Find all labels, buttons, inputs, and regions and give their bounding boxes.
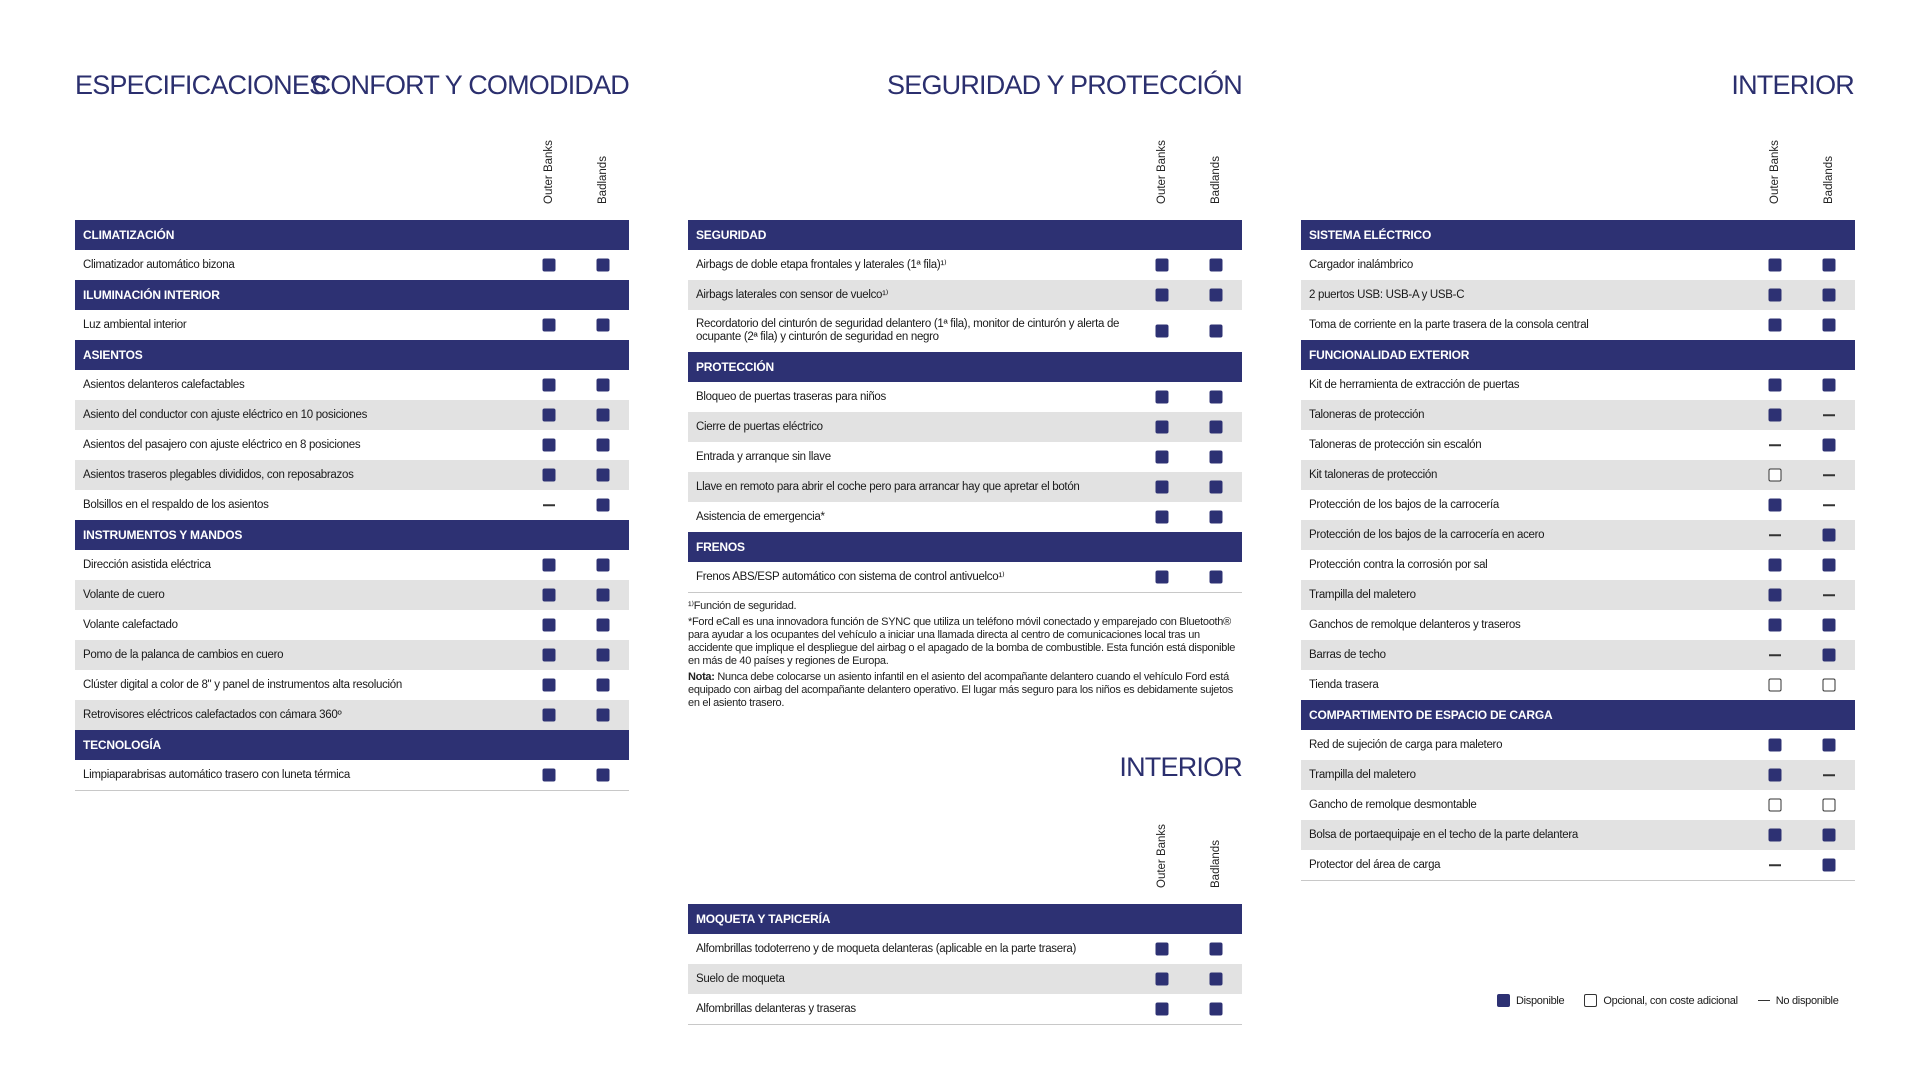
- feature-label: Bloqueo de puertas traseras para niños: [696, 390, 886, 403]
- table-row: [75, 370, 629, 400]
- column-header-outer-banks: [1768, 140, 1782, 216]
- table-row: [1301, 250, 1855, 280]
- feature-label: Protección contra la corrosión por sal: [1309, 558, 1488, 571]
- table-row: [1301, 520, 1855, 550]
- table-row: [688, 382, 1242, 412]
- section-header: FRENOS: [688, 532, 1242, 562]
- feature-label: Asientos del pasajero con ajuste eléctrico en 8 posiciones: [83, 438, 361, 451]
- table-row: [75, 430, 629, 460]
- feature-label: Asientos traseros plegables divididos, con reposabrazos: [83, 468, 354, 481]
- feature-label: Kit taloneras de protección: [1309, 468, 1438, 481]
- available-square-icon: [543, 679, 556, 692]
- available-square-icon: [597, 439, 610, 452]
- footnote-security: ¹⁾Función de seguridad.: [688, 600, 797, 612]
- unavailable-dash-icon: [1769, 654, 1781, 656]
- available-square-icon: [1769, 289, 1782, 302]
- available-square-icon: [597, 709, 610, 722]
- column-header-label: Outer Banks: [543, 140, 555, 204]
- available-square-icon: [1823, 649, 1836, 662]
- optional-outline-square-icon: [1823, 679, 1836, 692]
- unavailable-dash-icon: [1769, 864, 1781, 866]
- footnote-nota: [688, 671, 1242, 710]
- column-headers: [1301, 140, 1855, 220]
- column-header-label: Badlands: [1210, 156, 1222, 204]
- available-square-icon: [543, 259, 556, 272]
- feature-label: 2 puertos USB: USB-A y USB-C: [1309, 288, 1465, 301]
- column-header-badlands: [596, 156, 610, 216]
- table-row: [1301, 400, 1855, 430]
- available-square-icon: [597, 259, 610, 272]
- legend-unavailable: [1758, 995, 1839, 1007]
- available-square-icon: [1156, 1003, 1169, 1016]
- column-header-label: Outer Banks: [1156, 824, 1168, 888]
- feature-label: Cargador inalámbrico: [1309, 258, 1413, 271]
- available-square-icon: [543, 769, 556, 782]
- available-square-icon: [543, 589, 556, 602]
- available-square-icon: [1210, 421, 1223, 434]
- footnotes: [688, 600, 1242, 713]
- available-square-icon: [1823, 319, 1836, 332]
- feature-label: Protector del área de carga: [1309, 858, 1441, 871]
- feature-label: Trampilla del maletero: [1309, 588, 1416, 601]
- available-square-icon: [597, 469, 610, 482]
- nota-text: Nunca debe colocarse un asiento infantil en el asiento del acompañante delantero cuando el vehículo Ford está equipado con airbag del acompañante delantero operativo. El lugar más seguro para los niños es debidamente sujetos en el asiento trasero.: [688, 671, 1233, 709]
- available-square-icon: [1156, 973, 1169, 986]
- feature-label: Toma de corriente en la parte trasera de la consola central: [1309, 318, 1589, 331]
- available-square-icon: [597, 379, 610, 392]
- available-square-icon: [1210, 481, 1223, 494]
- available-square-icon: [1210, 259, 1223, 272]
- available-square-icon: [597, 649, 610, 662]
- column-header-label: Badlands: [597, 156, 609, 204]
- section-header: ILUMINACIÓN INTERIOR: [75, 280, 629, 310]
- feature-label: Recordatorio del cinturón de seguridad delantero (1ª fila), monitor de cinturón y alerta de ocupante (2ª fila) y cinturón de seguridad en negro: [696, 318, 1120, 343]
- available-square-icon: [1210, 325, 1223, 338]
- feature-label: Tienda trasera: [1309, 678, 1379, 691]
- feature-label: Airbags laterales con sensor de vuelco¹⁾: [696, 288, 889, 301]
- column-headers: [75, 140, 629, 220]
- feature-label: Luz ambiental interior: [83, 318, 187, 331]
- available-square-icon: [543, 559, 556, 572]
- feature-label: Red de sujeción de carga para maletero: [1309, 738, 1503, 751]
- feature-label: Bolsillos en el respaldo de los asientos: [83, 498, 269, 511]
- unavailable-dash-icon: [1769, 444, 1781, 446]
- available-square-icon: [1769, 619, 1782, 632]
- column-header-outer-banks: [1155, 824, 1169, 900]
- unavailable-dash-icon: [1823, 414, 1835, 416]
- available-square-icon: [1156, 481, 1169, 494]
- table-bottom-divider: [688, 1024, 1242, 1025]
- feature-label: Volante calefactado: [83, 618, 178, 631]
- available-square-icon: [543, 319, 556, 332]
- column-header-label: Outer Banks: [1769, 140, 1781, 204]
- available-square-icon: [1156, 259, 1169, 272]
- available-square-icon: [1156, 289, 1169, 302]
- legend-optional: [1584, 994, 1737, 1007]
- available-square-icon: [1769, 739, 1782, 752]
- available-square-icon: [1823, 559, 1836, 572]
- section-header: CLIMATIZACIÓN: [75, 220, 629, 250]
- available-square-icon: [543, 469, 556, 482]
- available-square-icon: [1823, 829, 1836, 842]
- table-row: [1301, 640, 1855, 670]
- table-row: [1301, 280, 1855, 310]
- feature-label: Asientos delanteros calefactables: [83, 378, 245, 391]
- available-square-icon: [1823, 739, 1836, 752]
- available-square-icon: [597, 769, 610, 782]
- available-square-icon: [1823, 439, 1836, 452]
- feature-label: Barras de techo: [1309, 648, 1386, 661]
- heading-especificaciones: ESPECIFICACIONES: [75, 70, 327, 100]
- feature-label: Protección de los bajos de la carrocería en acero: [1309, 528, 1545, 541]
- available-square-icon: [1497, 994, 1510, 1007]
- feature-label: Alfombrillas delanteras y traseras: [696, 1002, 856, 1015]
- table-row: [75, 760, 629, 790]
- table-row: [1301, 670, 1855, 700]
- available-square-icon: [1156, 451, 1169, 464]
- feature-label: Alfombrillas todoterreno y de moqueta delanteras (aplicable en la parte trasera): [696, 942, 1077, 955]
- available-square-icon: [1210, 973, 1223, 986]
- table-row: [75, 310, 629, 340]
- table-row: [75, 460, 629, 490]
- nota-label: Nota:: [688, 671, 715, 683]
- available-square-icon: [1156, 511, 1169, 524]
- available-square-icon: [1823, 529, 1836, 542]
- heading-interior-mid: INTERIOR: [1119, 752, 1242, 782]
- table-row: [688, 442, 1242, 472]
- feature-label: Entrada y arranque sin llave: [696, 450, 831, 463]
- feature-label: Llave en remoto para abrir el coche pero para arrancar hay que apretar el botón: [696, 480, 1080, 493]
- legend-optional-label: Opcional, con coste adicional: [1603, 994, 1738, 1007]
- unavailable-dash-icon: [1823, 774, 1835, 776]
- available-square-icon: [1210, 391, 1223, 404]
- table-row: [75, 640, 629, 670]
- available-square-icon: [1769, 259, 1782, 272]
- column-header-badlands: [1822, 156, 1836, 216]
- available-square-icon: [1769, 589, 1782, 602]
- table-row: [75, 610, 629, 640]
- unavailable-dash-icon: [1823, 504, 1835, 506]
- table-row: [1301, 850, 1855, 880]
- available-square-icon: [1156, 325, 1169, 338]
- available-square-icon: [597, 619, 610, 632]
- table-row: [688, 310, 1242, 352]
- table-row: [688, 964, 1242, 994]
- optional-outline-square-icon: [1769, 679, 1782, 692]
- feature-label: Kit de herramienta de extracción de puertas: [1309, 378, 1520, 391]
- heading-seguridad: SEGURIDAD Y PROTECCIÓN: [887, 70, 1242, 100]
- table-row: [1301, 460, 1855, 490]
- column-header-outer-banks: [542, 140, 556, 216]
- table-seguridad: [688, 140, 1242, 593]
- legend-unavailable-label: No disponible: [1775, 994, 1839, 1007]
- table-interior-mid: [688, 824, 1242, 1025]
- column-header-badlands: [1209, 156, 1223, 216]
- available-square-icon: [1769, 319, 1782, 332]
- feature-label: Limpiaparabrisas automático trasero con luneta térmica: [83, 768, 350, 781]
- legend: [1497, 994, 1839, 1007]
- feature-label: Protección de los bajos de la carrocería: [1309, 498, 1499, 511]
- table-row: [688, 412, 1242, 442]
- feature-label: Taloneras de protección: [1309, 408, 1425, 421]
- table-row: [75, 700, 629, 730]
- available-square-icon: [597, 679, 610, 692]
- feature-label: Ganchos de remolque delanteros y traseros: [1309, 618, 1521, 631]
- available-square-icon: [1210, 943, 1223, 956]
- available-square-icon: [1156, 391, 1169, 404]
- available-square-icon: [1210, 511, 1223, 524]
- optional-outline-square-icon: [1823, 799, 1836, 812]
- table-row: [688, 994, 1242, 1024]
- available-square-icon: [543, 709, 556, 722]
- table-row: [688, 280, 1242, 310]
- feature-label: Asiento del conductor con ajuste eléctrico en 10 posiciones: [83, 408, 368, 421]
- unavailable-dash-icon: [1823, 474, 1835, 476]
- table-confort: [75, 140, 629, 791]
- section-header: PROTECCIÓN: [688, 352, 1242, 382]
- available-square-icon: [543, 409, 556, 422]
- available-square-icon: [543, 619, 556, 632]
- table-row: [1301, 820, 1855, 850]
- heading-interior-right: INTERIOR: [1731, 70, 1854, 100]
- available-square-icon: [597, 409, 610, 422]
- available-square-icon: [1823, 259, 1836, 272]
- available-square-icon: [597, 589, 610, 602]
- table-row: [1301, 580, 1855, 610]
- available-square-icon: [1823, 379, 1836, 392]
- table-bottom-divider: [1301, 880, 1855, 881]
- feature-label: Volante de cuero: [83, 588, 165, 601]
- feature-label: Trampilla del maletero: [1309, 768, 1416, 781]
- table-row: [75, 670, 629, 700]
- section-header: INSTRUMENTOS Y MANDOS: [75, 520, 629, 550]
- table-bottom-divider: [75, 790, 629, 791]
- table-row: [688, 562, 1242, 592]
- available-square-icon: [1156, 571, 1169, 584]
- feature-label: Dirección asistida eléctrica: [83, 558, 211, 571]
- section-header: FUNCIONALIDAD EXTERIOR: [1301, 340, 1855, 370]
- feature-label: Suelo de moqueta: [696, 972, 785, 985]
- column-headers: [688, 140, 1242, 220]
- available-square-icon: [1823, 619, 1836, 632]
- available-square-icon: [1823, 859, 1836, 872]
- column-header-label: Badlands: [1210, 840, 1222, 888]
- available-square-icon: [1769, 409, 1782, 422]
- available-square-icon: [1769, 769, 1782, 782]
- section-header: SISTEMA ELÉCTRICO: [1301, 220, 1855, 250]
- available-square-icon: [543, 379, 556, 392]
- feature-label: Retrovisores eléctricos calefactados con cámara 360º: [83, 708, 342, 721]
- available-square-icon: [1156, 421, 1169, 434]
- table-row: [1301, 430, 1855, 460]
- table-row: [75, 400, 629, 430]
- section-header: ASIENTOS: [75, 340, 629, 370]
- available-square-icon: [597, 499, 610, 512]
- unavailable-dash-icon: [1769, 534, 1781, 536]
- column-header-label: Outer Banks: [1156, 140, 1168, 204]
- legend-available: [1497, 994, 1564, 1007]
- unavailable-dash-icon: [1823, 594, 1835, 596]
- table-row: [1301, 370, 1855, 400]
- available-square-icon: [597, 559, 610, 572]
- section-header: TECNOLOGÍA: [75, 730, 629, 760]
- unavailable-dash-icon: [543, 504, 555, 506]
- available-square-icon: [1210, 1003, 1223, 1016]
- table-row: [75, 580, 629, 610]
- column-header-badlands: [1209, 840, 1223, 900]
- table-interior-right: [1301, 140, 1855, 881]
- feature-label: Climatizador automático bizona: [83, 258, 235, 271]
- column-header-outer-banks: [1155, 140, 1169, 216]
- table-row: [1301, 730, 1855, 760]
- table-row: [688, 472, 1242, 502]
- feature-label: Pomo de la palanca de cambios en cuero: [83, 648, 284, 661]
- feature-label: Bolsa de portaequipaje en el techo de la parte delantera: [1309, 828, 1578, 841]
- feature-label: Clúster digital a color de 8" y panel de instrumentos alta resolución: [83, 678, 402, 691]
- available-square-icon: [543, 439, 556, 452]
- optional-outline-square-icon: [1769, 469, 1782, 482]
- heading-confort: CONFORT Y COMODIDAD: [311, 70, 629, 100]
- available-square-icon: [1156, 943, 1169, 956]
- legend-available-label: Disponible: [1516, 994, 1565, 1007]
- table-row: [75, 250, 629, 280]
- feature-label: Asistencia de emergencia*: [696, 510, 825, 523]
- table-row: [688, 502, 1242, 532]
- footnote-ecall: *Ford eCall es una innovadora función de SYNC que utiliza un teléfono móvil conectado y emparejado con Bluetooth® para ayudar a los ocupantes del vehículo a iniciar una llamada directa al centro de comunicaciones local tras un accidente que implique el despliegue del airbag o el apagado de la bomba de combustible. Esta función está disponible en más de 40 países y regiones de Europa.: [688, 616, 1236, 667]
- available-square-icon: [1769, 559, 1782, 572]
- feature-label: Frenos ABS/ESP automático con sistema de control antivuelco¹⁾: [696, 570, 1005, 583]
- section-header: SEGURIDAD: [688, 220, 1242, 250]
- unavailable-dash-icon: [1758, 1000, 1770, 1002]
- table-row: [1301, 760, 1855, 790]
- available-square-icon: [1823, 289, 1836, 302]
- column-headers: [688, 824, 1242, 904]
- table-row: [75, 490, 629, 520]
- available-square-icon: [1210, 451, 1223, 464]
- available-square-icon: [1769, 499, 1782, 512]
- available-square-icon: [597, 319, 610, 332]
- available-square-icon: [1769, 379, 1782, 392]
- available-square-icon: [1769, 829, 1782, 842]
- available-square-icon: [1210, 571, 1223, 584]
- available-square-icon: [543, 649, 556, 662]
- feature-label: Cierre de puertas eléctrico: [696, 420, 823, 433]
- section-header: COMPARTIMENTO DE ESPACIO DE CARGA: [1301, 700, 1855, 730]
- optional-outline-square-icon: [1769, 799, 1782, 812]
- table-row: [688, 934, 1242, 964]
- table-row: [1301, 310, 1855, 340]
- table-row: [1301, 790, 1855, 820]
- available-square-icon: [1210, 289, 1223, 302]
- table-row: [1301, 490, 1855, 520]
- table-row: [75, 550, 629, 580]
- column-header-label: Badlands: [1823, 156, 1835, 204]
- feature-label: Airbags de doble etapa frontales y laterales (1ª fila)¹⁾: [696, 258, 947, 271]
- feature-label: Taloneras de protección sin escalón: [1309, 438, 1482, 451]
- feature-label: Gancho de remolque desmontable: [1309, 798, 1477, 811]
- optional-outline-square-icon: [1584, 994, 1597, 1007]
- table-bottom-divider: [688, 592, 1242, 593]
- table-row: [1301, 610, 1855, 640]
- table-row: [1301, 550, 1855, 580]
- section-header: MOQUETA Y TAPICERÍA: [688, 904, 1242, 934]
- table-row: [688, 250, 1242, 280]
